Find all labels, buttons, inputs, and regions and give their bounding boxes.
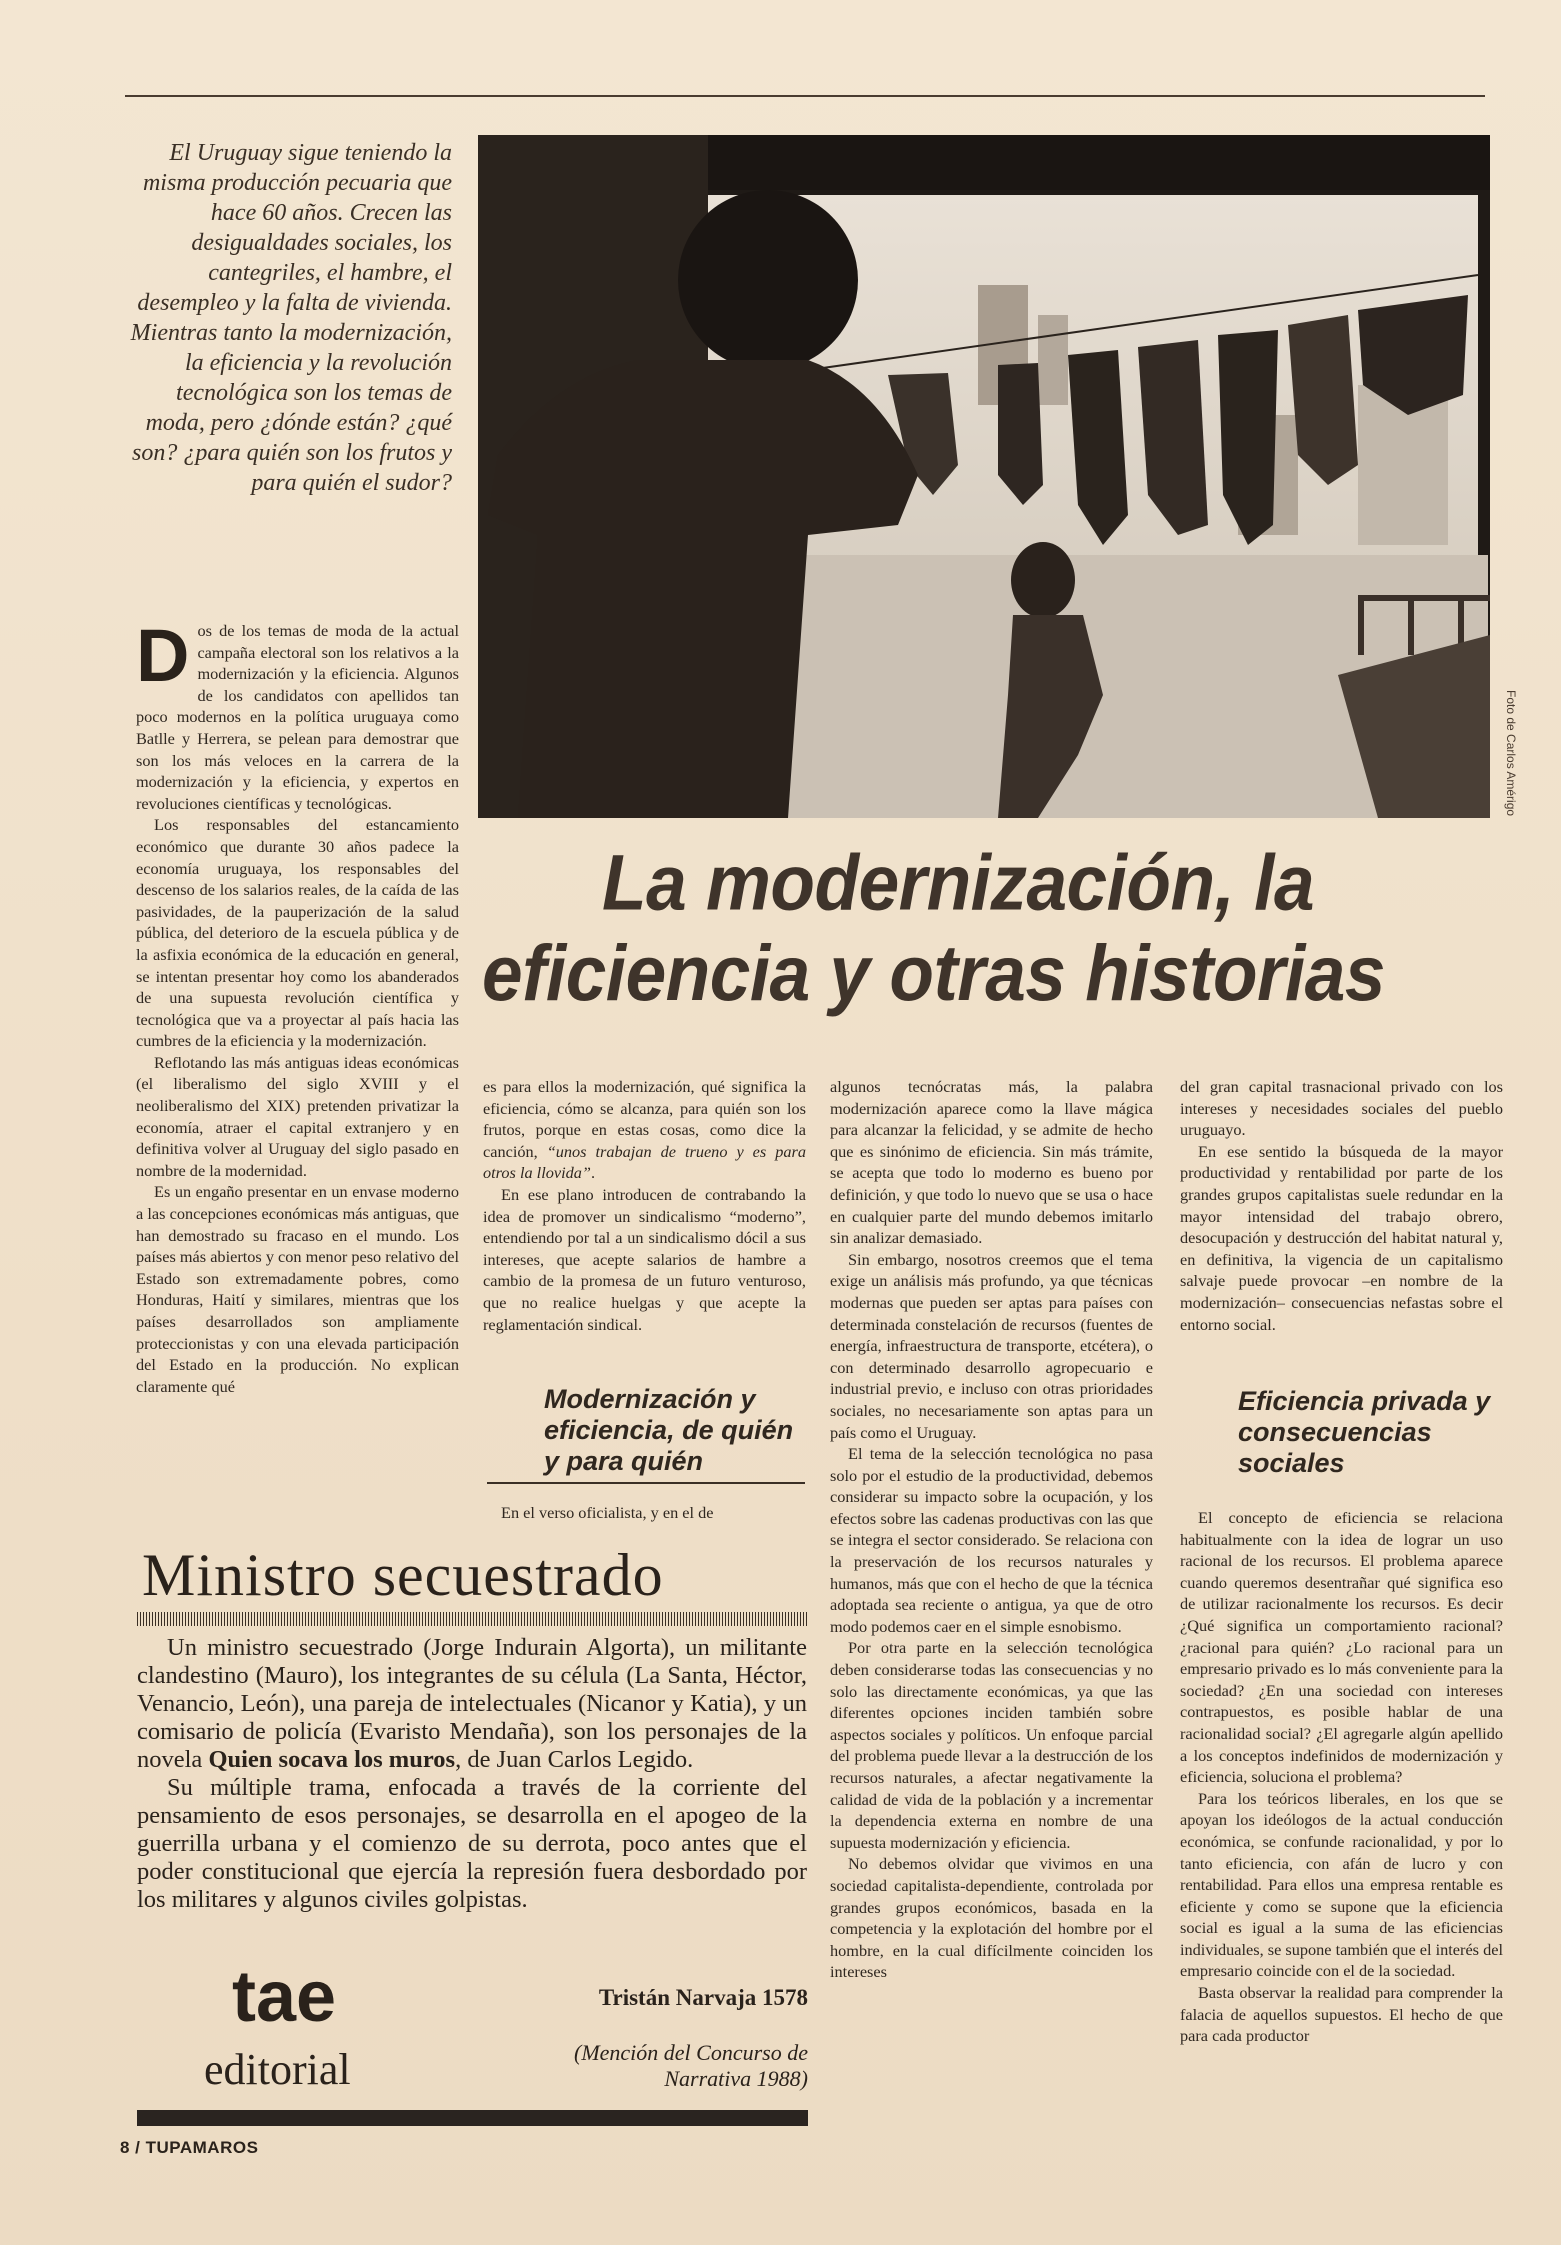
paragraph (483, 1076, 806, 1184)
intro-deck: El Uruguay sigue teniendo la misma producción pecuaria que hace 60 años. Crecen las desigualdades sociales, los cantegriles, el hambre, el desempleo y la falta de vivienda. Mientras tanto la modernización, la eficiencia y la revolución tecnológica son los temas de moda, pero ¿dónde están? ¿qué son? ¿para quién son los frutos y para quién el sudor? (130, 140, 452, 496)
top-rule (125, 95, 1485, 97)
paragraph: Para los teóricos liberales, en los que se apoyan los ideólogos de la actual conducción económica, se confunde racionalidad, y por lo tanto eficiencia, con afán de lucro y con rentabilidad. Para ellos una empresa rentable es eficiente y como se supone que la eficiencia social es igual a la suma de las eficiencias individuales, se supone también que el interés del empresario coincide con el de la sociedad. (1180, 1788, 1503, 1981)
column-2 (483, 1076, 806, 1335)
book-title: Quien socava los muros (208, 1746, 456, 1773)
box-bottom-bar (137, 2110, 808, 2126)
publisher-address: Tristán Narvaja 1578 (598, 1985, 808, 2010)
paragraph: del gran capital trasnacional privado con los intereses y necesidades sociales del pueblo uruguayo. (1180, 1077, 1503, 1140)
paragraph: El tema de la selección tecnológica no pasa solo por el estudio de la productividad, debemos considerar su impacto sobre la ocupación, y los efectos sobre las cadenas productivas con las que se integra el sector considerado. Se relaciona con la preservación de los recursos naturales y humanos, más que con el hecho de que la técnica adoptada sea reciente o antigua, ya que de otro modo podemos caer en el simple esnobismo. (830, 1444, 1153, 1636)
publisher-logo-subtitle: editorial (204, 2045, 351, 2094)
subheading-rule (487, 1482, 805, 1484)
paragraph (136, 614, 459, 814)
song-quote: “unos trabajan de trueno y es para otros la llovida” (483, 1141, 807, 1183)
paragraph: Reflotando las más antiguas ideas económicas (el liberalismo del siglo XVIII y el neoliberalismo del XIX) pretenden privatizar la economía, atraer el capital extranjero y en definitiva volver al Uruguay del siglo pasado en nombre de la modernidad. (136, 1052, 459, 1180)
article-photo (478, 135, 1490, 818)
paragraph-text: , de Juan Carlos Legido. (455, 1746, 694, 1773)
paragraph-text: . (590, 1163, 596, 1183)
drop-cap: D (136, 614, 190, 697)
column-1 (136, 614, 459, 1397)
headline-line-1: La modernización, la (602, 839, 1315, 927)
award-mention: (Mención del Concurso de Narrativa 1988) (574, 2040, 808, 2091)
book-box-text (137, 1634, 807, 1914)
headline (482, 838, 1522, 1019)
paragraph: Basta observar la realidad para comprender la falacia de aquellos supuestos. El hecho de que para cada productor (1180, 1983, 1503, 2046)
subheading-1: Modernización y eficiencia, de quién y para quién (544, 1384, 794, 1476)
column-3 (830, 1076, 1153, 1983)
photo-credit: Foto de Carlos Amérigo (1504, 690, 1518, 817)
subheading-2: Eficiencia privada y consecuencias sociales (1238, 1386, 1491, 1478)
paragraph-text: es para ellos la modernización, qué significa la eficiencia, cómo se alcanza, para quién son los frutos, porque en estas cosas, como dice la canción, (483, 1077, 806, 1161)
paragraph: Los responsables del estancamiento económico que durante 30 años padece la economía uruguaya, los responsables del descenso de los salarios reales, de la caída de las pasividades, de la pauperización de la salud pública, del deterioro de la escuela pública y de la asfixia económica de la educación en general, se intentan presentar hoy como los abanderados de una supuesta revolución científica y tecnológica que va a proyectar al país hacia las cumbres de la eficiencia y la modernización. (136, 815, 459, 1051)
paragraph: Su múltiple trama, enfocada a través de la corriente del pensamiento de esos personajes, se desarrolla en el apogeo de la guerrilla urbana y el comienzo de su derrota, poco antes que el poder constitucional que ejercía la represión fuera desbordado por los militares y algunos civiles golpistas. (137, 1774, 807, 1913)
paragraph: Es un engaño presentar en un envase moderno a las concepciones económicas más antiguas, que han demostrado su fracaso en el mundo. Los países más abiertos y con menor peso relativo del Estado son extremadamente pobres, como Honduras, Haití y similares, mientras que los países desarrollados son ampliamente proteccionistas y con una elevada participación del Estado en la producción. No explican claramente qué (136, 1182, 459, 1396)
paragraph-text: os de los temas de moda de la actual campaña electoral son los relativos a la modernización y la eficiencia. Algunos de los candidatos con apellidos tan poco modernos en la política uruguaya como Batlle y Herrera, se pelean para demostrar que son los más veloces en la carrera de la modernización y la eficiencia, y expertos en revoluciones científicas y tecnológicas. (136, 621, 459, 813)
paragraph-text: Un ministro secuestrado (Jorge Indurain Algorta), un militante clandestino (Mauro), los integrantes de su célula (La Santa, Héctor, Venancio, León), una pareja de intelectuales (Nicanor y Katia), y un comisario de policía (Evaristo Mendaña), son los personajes de la novela (137, 1634, 807, 1773)
paragraph: El concepto de eficiencia se relaciona habitualmente con la idea de lograr un uso racional de los recursos. El problema aparece cuando queremos desentrañar qué significa eso de utilizar racionalmente los recursos. Es decir ¿Qué significa un comportamiento racional? ¿racional para quién? ¿Lo racional para un empresario privado es lo más conveniente para la sociedad? ¿En una sociedad con intereses contrapuestos, es posible hablar de una racionalidad social? ¿El agregarle algún apellido a los conceptos indefinidos de modernización y eficiencia, soluciona el problema? (1180, 1508, 1503, 1787)
paragraph: Sin embargo, nosotros creemos que el tema exige un análisis más profundo, ya que técnicas modernas que pueden ser aptas para países con determinada constelación de recursos (fuentes de energía, infraestructura de transporte, etcétera), o con determinado desarrollo agropecuario e industrial previo, e incluso con otras prioridades sociales, no necesariamente son aptas para un país como el Uruguay. (830, 1249, 1153, 1442)
column-4-continued (1180, 1507, 1503, 2047)
headline-line-2: eficiencia y otras historias (482, 929, 1385, 1018)
paragraph: En ese plano introducen de contrabando la idea de promover un sindicalismo “moderno”, entendiendo por tal a un sindicalismo dócil a sus intereses, que acepte salarios de hambre a cambio de la promesa de un futuro venturoso, que no realice huelgas y que acepte la reglamentación sindical. (483, 1184, 806, 1334)
paragraph: algunos tecnócratas más, la palabra modernización aparece como la llave mágica para alcanzar la felicidad, y se admite de hecho que es sinónimo de eficiencia. Sin más trámite, se acepta que todo lo moderno es bueno por definición, y que todo lo nuevo que se usa o hace en cualquier parte del mundo debemos imitarlo sin analizar demasiado. (830, 1077, 1153, 1248)
book-box-title: Ministro secuestrado (142, 1542, 664, 1608)
hatched-rule (137, 1612, 807, 1626)
paragraph (137, 1634, 807, 1774)
column-4 (1180, 1076, 1503, 1335)
paragraph: No debemos olvidar que vivimos en una sociedad capitalista-dependiente, controlada por grandes grupos económicos, basada en la competencia y la explotación del hombre por el hombre, en la cual difícilmente coinciden los intereses (830, 1854, 1153, 1982)
publisher-logo: tae (232, 1957, 337, 2037)
column-2-continued (483, 1502, 806, 1524)
page-folio: 8 / TUPAMAROS (120, 2138, 259, 2157)
paragraph: Por otra parte en la selección tecnológica deben considerarse todas las consecuencias y no solo las directamente económicas, ya que las diferentes opciones inciden también sobre aspectos sociales y políticos. Un enfoque parcial del problema puede llevar a la destrucción de los recursos naturales, a afectar negativamente la calidad de vida de la población y a incrementar la dependencia externa en nombre de una supuesta modernización y eficiencia. (830, 1638, 1153, 1852)
laundry-scene-photo (478, 135, 1490, 818)
paragraph: En el verso oficialista, y en el de (501, 1503, 714, 1522)
paragraph: En ese sentido la búsqueda de la mayor productividad y rentabilidad por parte de los grandes grupos capitalistas suele redundar en la mayor intensidad del trabajo obrero, desocupación y destrucción del habitat natural y, en definitiva, la vigencia de un capitalismo salvaje puede provocar –en nombre de la modernización– consecuencias nefastas sobre el entorno social. (1180, 1141, 1503, 1334)
